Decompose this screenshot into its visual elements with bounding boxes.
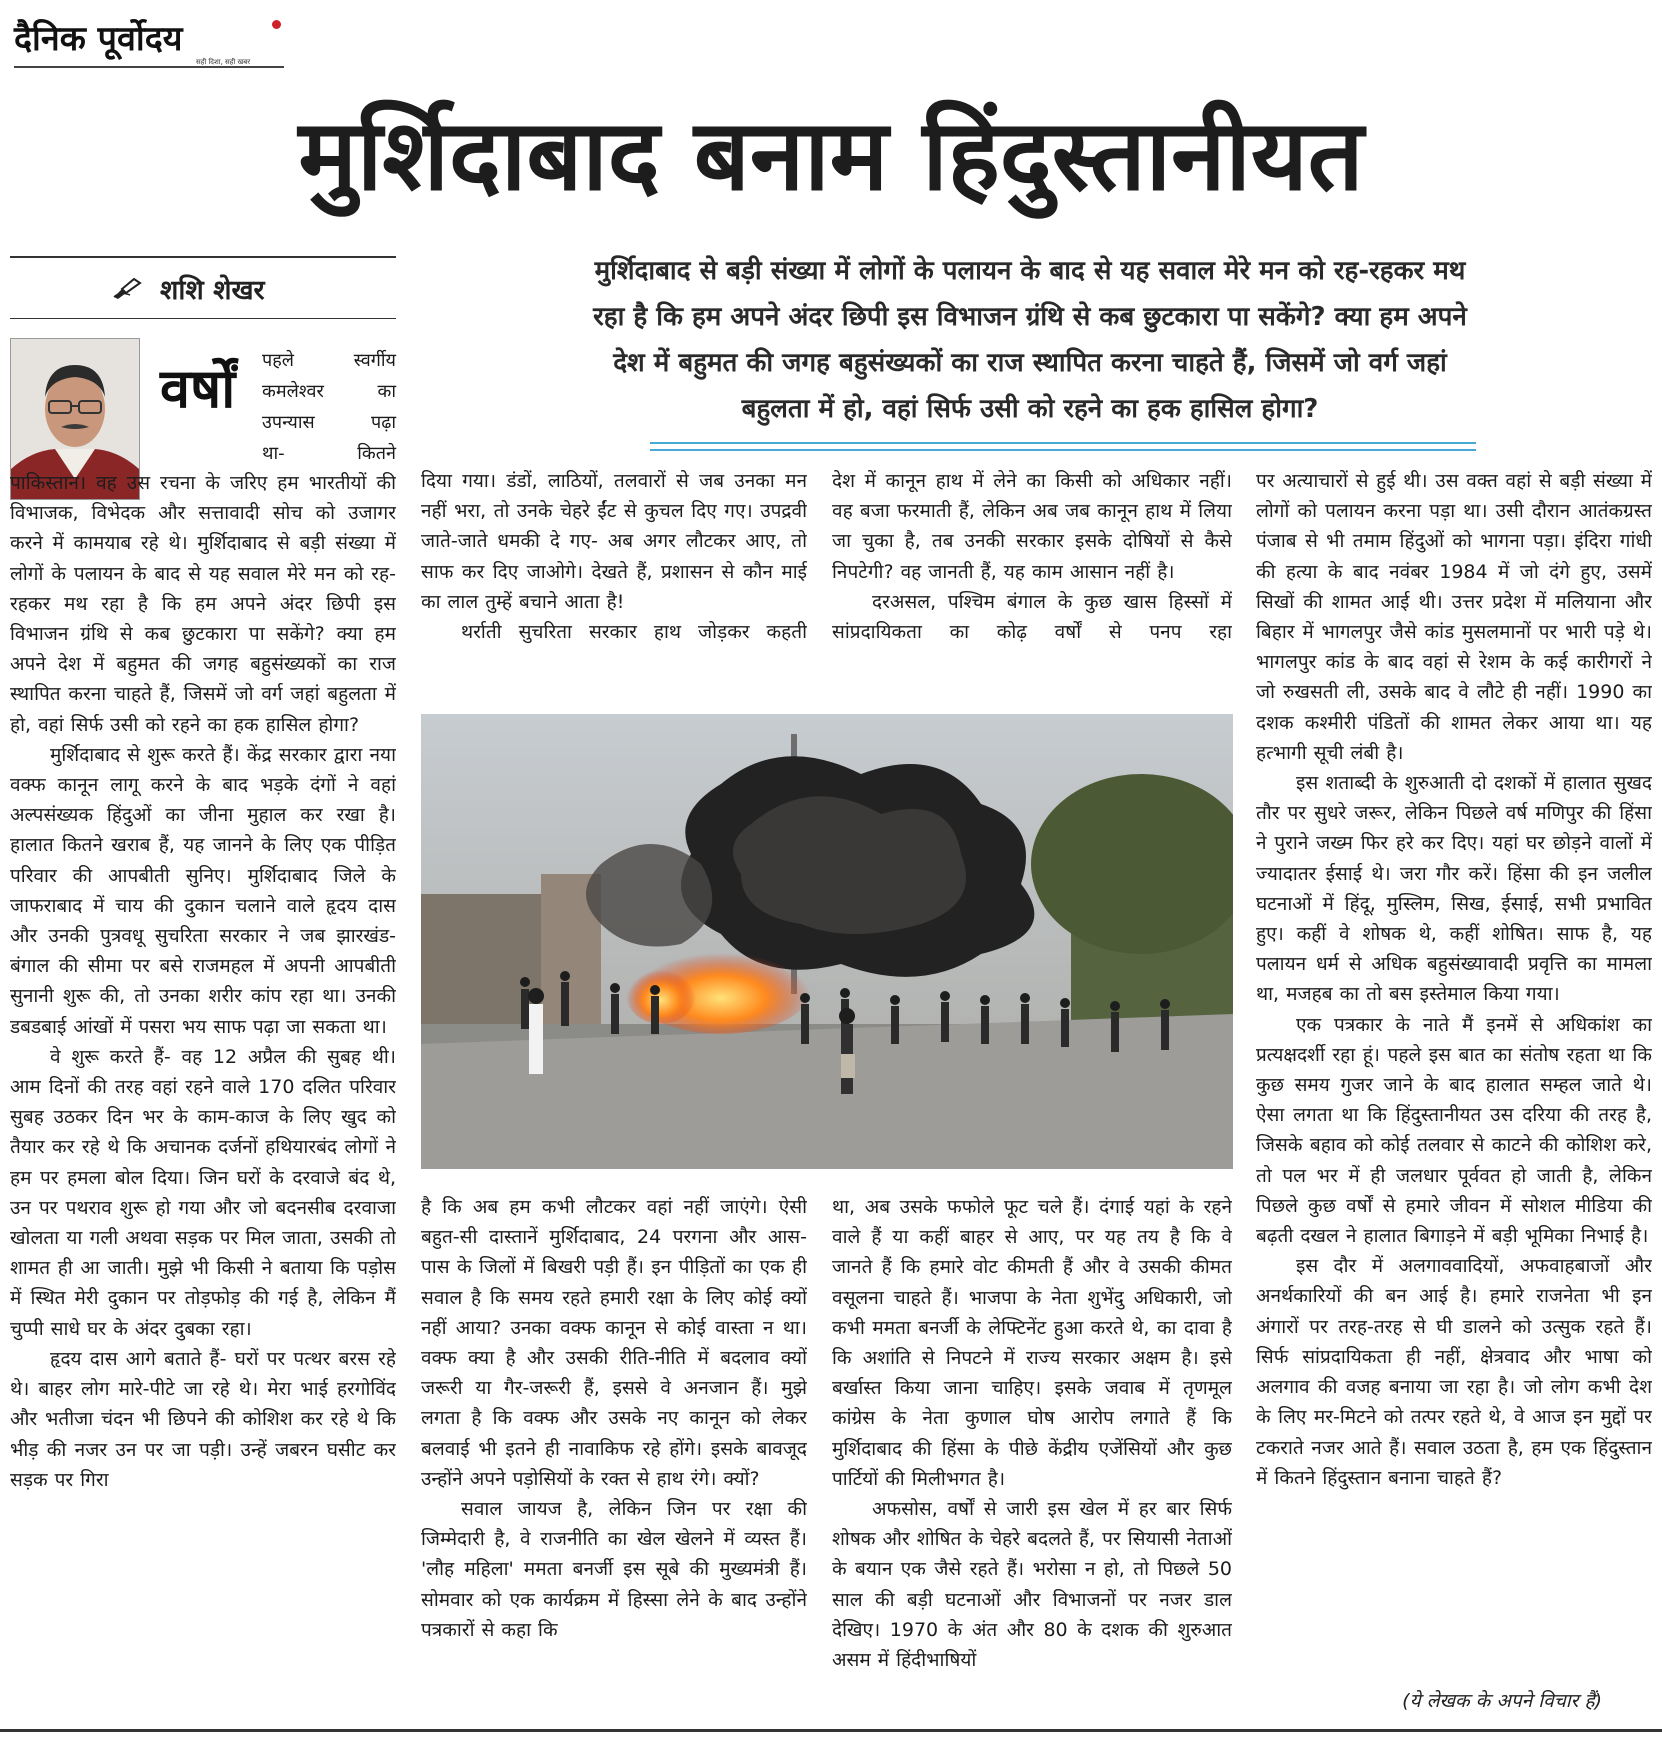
paragraph: है कि अब हम कभी लौटकर वहां नहीं जाएंगे। ऐसी बहुत-सी दास्तानें मुर्शिदाबाद, 24 परगना और आस-पास के जिलों में बिखरी पड़ी हैं। इन पीड़ितों का एक ही सवाल है कि समय रहते हमारी रक्षा के लिए कोई क्यों नहीं आया? उनका वक्फ कानून से कोई वास्ता न था। वक्फ क्या है और उसकी रीति-नीति में बदलाव क्यों जरूरी या गैर-जरूरी हैं, इससे वे अनजान हैं। मुझे लगता है कि वक्फ और उसके नए कानून को लेकर बलवाई भी इतने ही नावाकिफ रहे होंगे। इसके बावजूद उन्होंने अपने पड़ोसियों के रक्त से हाथ रंगे। क्यों?	[421, 1196, 807, 1490]
logo-red-dot	[272, 20, 281, 29]
intro-text	[262, 345, 396, 469]
column-2-bottom	[421, 1192, 807, 1722]
author-disclaimer: (ये लेखक के अपने विचार हैं)	[1402, 1690, 1602, 1712]
paragraph: था, अब उसके फफोले फूट चले हैं। दंगाई यहां के रहने वाले हैं या कहीं बाहर से आए, पर यह तय है कि वे जानते हैं कि हमारे वोट कीमती हैं और वे उसकी कीमत वसूलना चाहते हैं। भाजपा के नेता शुभेंदु अधिकारी, जो कभी ममता बनर्जी के लेफ्टिनेंट हुआ करते थे, का दावा है कि अशांति से निपटने में राज्य सरकार अक्षम है। इसे बर्खास्त किया जाना चाहिए। इसके जवाब में तृणमूल कांग्रेस के नेता कुणाल घोष आरोप लगाते हैं कि मुर्शिदाबाद की हिंसा के पीछे केंद्रीय एजेंसियों और कुछ पार्टियों की मिलीभगत है।	[832, 1196, 1232, 1490]
article-deck	[440, 248, 1620, 432]
column-2-top	[421, 466, 807, 678]
paragraph: देश में कानून हाथ में लेने का किसी को अधिकार नहीं। वह बजा फरमाती हैं, लेकिन अब जब कानून हाथ में लिया जा चुका है, तब उनकी सरकार इसके दोषियों से कैसे निपटेगी? वह जानती हैं, यह काम आसान नहीं है।	[832, 470, 1232, 583]
paragraph: दरअसल, पश्चिम बंगाल के कुछ खास हिस्सों में सांप्रदायिकता का कोढ़ वर्षों से पनप रहा	[832, 590, 1232, 644]
paragraph: पाकिस्तान। वह उस रचना के जरिए हम भारतीयों की विभाजक, विभेदक और सत्तावादी सोच को उजागर करने में कामयाब रहे थे। मुर्शिदाबाद से बड़ी संख्या में लोगों के पलायन के बाद से यह सवाल मेरे मन को रह-रहकर मथ रहा है कि हम अपने अंदर छिपी इस विभाजन ग्रंथि से कब छुटकारा पा सकेंगे? क्या हम अपने देश में बहुमत की जगह बहुसंख्यकों का राज स्थापित करना चाहते हैं, जिसमें जो वर्ग जहां बहुलता में हो, वहां सिर्फ उसी को रहने का हक हासिल होगा?	[10, 472, 396, 736]
masthead-rule	[14, 66, 284, 68]
intro-line: था- कितने	[262, 443, 396, 464]
author-name: शशि शेखर	[160, 275, 265, 306]
paragraph: इस शताब्दी के शुरुआती दो दशकों में हालात सुखद तौर पर सुधरे जरूर, लेकिन पिछले वर्ष मणिपुर की हिंसा ने पुराने जख्म फिर हरे कर दिए। यहां घर छोड़ने वालों में ज्यादातर ईसाई थे। जरा गौर करें। हिंसा की इन जलील घटनाओं में हिंदू, मुस्लिम, सिख, ईसाई, सभी प्रभावित हुए। कहीं वे शोषक थे, कहीं शोषित। साफ है, यह पलायन धर्म से अधिक बहुसंख्यावादी प्रवृत्ति का मामला था, मजहब का तो बस इस्तेमाल किया गया।	[1256, 772, 1652, 1006]
deck-line: बहुलता में हो, वहां सिर्फ उसी को रहने का हक हासिल होगा?	[741, 394, 1319, 424]
masthead	[14, 14, 284, 72]
paragraph: सवाल जायज है, लेकिन जिन पर रक्षा की जिम्मेदारी है, वे राजनीति का खेल खेलने में व्यस्त हैं। 'लौह महिला' ममता बनर्जी इस सूबे की मुख्यमंत्री हैं। सोमवार को एक कार्यक्रम में हिस्सा लेने के बाद उन्होंने पत्रकारों से कहा कि	[421, 1498, 807, 1641]
paragraph: मुर्शिदाबाद से शुरू करते हैं। केंद्र सरकार द्वारा नया वक्फ कानून लागू करने के बाद भड़के दंगों ने वहां अल्पसंख्यक हिंदुओं का जीना मुहाल कर रखा है। हालात कितने खराब हैं, यह जानने के लिए एक पीड़ित परिवार की आपबीती सुनिए। मुर्शिदाबाद जिले के जाफराबाद में चाय की दुकान चलाने वाले हृदय दास और उनकी पुत्रवधू सुचरिता सरकार ने जब झारखंड-बंगाल की सीमा पर बसे राजमहल में अपनी आपबीती सुनानी शुरू की, तो उनका शरीर कांप रहा था। उनकी डबडबाई आंखों में पसरा भय साफ पढ़ा जा सकता था।	[10, 743, 396, 1038]
paragraph: वे शुरू करते हैं- वह 12 अप्रैल की सुबह थी। आम दिनों की तरह वहां रहने वाले 170 दलित परिवार सुबह उठकर दिन भर के काम-काज के लिए खुद को तैयार कर रहे थे कि अचानक दर्जनों हथियारबंद लोगों ने हम पर हमला बोल दिया। जिन घरों के दरवाजे बंद थे, उन पर पथराव शुरू हो गया और जो बदनसीब दरवाजा खोलता या गली अथवा सड़क पर मिल जाता, उसकी तो शामत ही आ जाती। मुझे भी किसी ने बताया कि पड़ोस में स्थित मेरी दुकान पर तोड़फोड़ की गई है, लेकिन मैं चुप्पी साधे घर के अंदर दुबका रहा।	[10, 1045, 396, 1340]
paragraph: थर्राती सुचरिता सरकार हाथ जोड़कर कहती	[461, 621, 807, 644]
deck-line: मुर्शिदाबाद से बड़ी संख्या में लोगों के पलायन के बाद से यह सवाल मेरे मन को रह-रहकर मथ	[594, 256, 1466, 286]
column-1	[10, 468, 396, 1723]
drop-cap: वर्षों	[160, 357, 236, 420]
intro-line: कमलेश्वर का	[262, 381, 396, 402]
deck-rule-top	[650, 442, 1476, 444]
intro-line: पहले स्वर्गीय	[262, 350, 396, 371]
column-3-bottom	[832, 1192, 1232, 1722]
paragraph: इस दौर में अलगाववादियों, अफवाहबाजों और अनर्थकारियों की बन आई है। हमारे राजनेता भी इन अंगारों पर तरह-तरह से घी डालने को उत्सुक रहते हैं। सिर्फ सांप्रदायिकता ही नहीं, क्षेत्रवाद और भाषा को अलगाव की वजह बनाया जा रहा है। जो लोग कभी देश के लिए मर-मिटने को तत्पर रहते थे, वे आज इन मुद्दों पर टकराते नजर आते हैं। सवाल उठता है, हम एक हिंदुस्तान में कितने हिंदुस्तान बनाना चाहते हैं?	[1256, 1255, 1652, 1489]
paragraph: अफसोस, वर्षों से जारी इस खेल में हर बार सिर्फ शोषक और शोषित के चेहरे बदलते हैं, पर सियासी नेताओं के बयान एक जैसे रहते हैं। भरोसा न हो, तो पिछले 50 साल की बड़ी घटनाओं और विभाजनों पर नजर डाल देखिए। 1970 के अंत और 80 के दशक की शुरुआत असम में हिंदीभाषियों	[832, 1498, 1232, 1672]
paragraph: पर अत्याचारों से हुई थी। उस वक्त वहां से बड़ी संख्या में लोगों को पलायन करना पड़ा था। उसी दौरान आतंकग्रस्त पंजाब से भी तमाम हिंदुओं को भागना पड़ा। इंदिरा गांधी की हत्या के बाद नवंबर 1984 में जो दंगे हुए, उसमें सिखों की शामत आई थी। उत्तर प्रदेश में मलियाना और बिहार में भागलपुर जैसे कांड मुसलमानों पर भारी पड़े थे। भागलपुर कांड के बाद वहां से रेशम के कई कारीगरों ने जो रुखसती ली, उसके बाद वे लौटे ही नहीं। 1990 का दशक कश्मीरी पंडितों की शामत लेकर आया था। यह हत्भागी सूची लंबी है।	[1256, 470, 1652, 764]
byline-top-rule	[10, 256, 396, 258]
paragraph: दिया गया। डंडों, लाठियों, तलवारों से जब उनका मन नहीं भरा, तो उनके चेहरे ईंट से कुचल दिए गए। उपद्रवी जाते-जाते धमकी दे गए- अब अगर लौटकर आए, तो साफ कर दिए जाओगे। देखते हैं, प्रशासन से कौन माई का लाल तुम्हें बचाने आता है!	[421, 470, 807, 613]
article-headline: मुर्शिदाबाद बनाम हिंदुस्तानीयत	[298, 99, 1364, 213]
deck-line: रहा है कि हम अपने अंदर छिपी इस विभाजन ग्रंथि से कब छुटकारा पा सकेंगे? क्या हम अपने	[593, 302, 1467, 332]
pen-icon	[112, 277, 142, 299]
paragraph: एक पत्रकार के नाते मैं इनमें से अधिकांश का प्रत्यक्षदर्शी रहा हूं। पहले इस बात का संतोष रहता था कि कुछ समय गुजर जाने के बाद हालात सम्हल जाते थे। ऐसा लगता था कि हिंदुस्तानीयत उस दरिया की तरह है, जिसके बहाव को कोई तलवार से काटने की कोशिश करे, तो पल भर में ही जलधार पूर्ववत हो जाती है, लेकिन पिछले कुछ वर्षों से हमारे जीवन में सोशल मीडिया की बढ़ती दखल ने हालात बिगाड़ने में बड़ी भूमिका निभाई है।	[1256, 1013, 1652, 1248]
newspaper-tagline: सही दिशा, सही खबर	[196, 58, 251, 66]
deck-rule-bottom	[650, 449, 1476, 451]
column-4	[1256, 466, 1652, 1681]
page-bottom-rule	[0, 1729, 1662, 1732]
byline-bottom-rule	[10, 318, 396, 319]
riot-photo	[421, 714, 1233, 1169]
newspaper-logo: दैनिक पूर्वोदय	[14, 19, 183, 59]
deck-line: देश में बहुमत की जगह बहुसंख्यकों का राज स्थापित करना चाहते हैं, जिसमें जो वर्ग जहां	[613, 348, 1447, 378]
paragraph: हृदय दास आगे बताते हैं- घरों पर पत्थर बरस रहे थे। बाहर लोग मारे-पीटे जा रहे थे। मेरा भाई हरगोविंद और भतीजा चंदन भी छिपने की कोशिश कर रहे थे कि भीड़ की नजर उन पर जा पड़ी। उन्हें जबरन घसीट कर सड़क पर गिरा	[10, 1347, 396, 1491]
column-3-top	[832, 466, 1232, 678]
intro-line: उपन्यास पढ़ा	[262, 412, 396, 433]
